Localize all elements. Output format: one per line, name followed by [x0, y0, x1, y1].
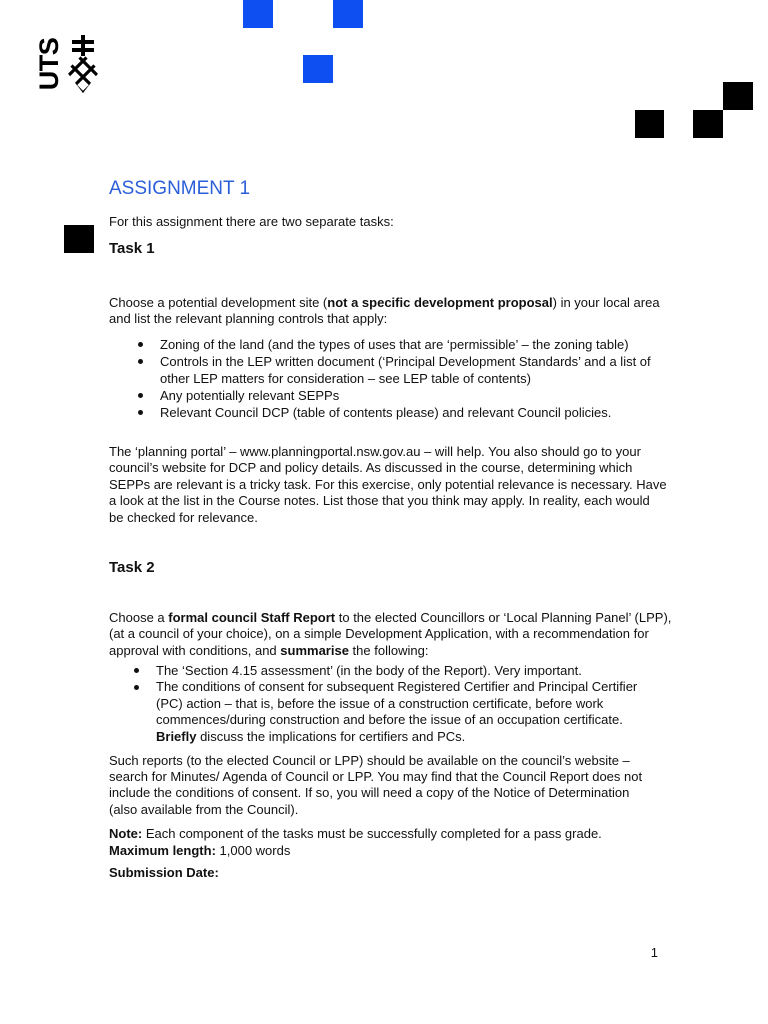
decorative-square-black — [635, 110, 664, 138]
text-run: Choose a — [109, 609, 169, 625]
text-line — [156, 712, 637, 729]
bullet-icon — [138, 393, 143, 398]
bold-text: Submission Date: — [109, 864, 219, 880]
crest-bar — [81, 35, 85, 56]
text-run: The ‘Section 4.15 assessment’ (in the body of the Report). Very important. — [156, 662, 582, 678]
bullet-item — [160, 387, 651, 404]
text-run: to the elected Councillors or ‘Local Planning Panel’ (LPP), — [335, 609, 672, 625]
text-line — [109, 865, 219, 882]
text-line — [109, 510, 667, 527]
text-run: search for Minutes/ Agenda of Council or LPP. You may find that the Council Report does not — [109, 769, 643, 785]
text-run: council’s website for DCP and policy details. As discussed in the course, determining which — [109, 460, 633, 476]
text-run: include the conditions of consent. If so, you will need a copy of the Notice of Determination — [109, 785, 630, 801]
text-run: other LEP matters for consideration – see LEP table of contents) — [160, 370, 531, 386]
document-title: ASSIGNMENT 1 — [109, 178, 251, 199]
text-run: The conditions of consent for subsequent Registered Certifier and Principal Certifier — [156, 679, 638, 695]
text-run: be checked for relevance. — [109, 509, 258, 525]
bullet-icon — [134, 668, 139, 673]
text-run: discuss the implications for certifiers and PCs. — [196, 728, 466, 744]
text-run: ) in your local area — [552, 294, 660, 310]
text-run: commences/during construction and before the issue of an occupation certificate. — [156, 712, 623, 728]
text-run: Any potentially relevant SEPPs — [160, 387, 340, 403]
text-line — [160, 336, 651, 353]
bullet-item — [160, 353, 651, 387]
text-line — [109, 311, 660, 328]
text-line — [109, 477, 667, 494]
task2-bullet-list — [156, 663, 637, 746]
task2-guidance — [109, 753, 642, 819]
requirements — [109, 825, 602, 859]
text-run: Relevant Council DCP (table of contents please) and relevant Council policies. — [160, 404, 612, 420]
text-line — [109, 460, 667, 477]
bold-text: Note: — [109, 825, 143, 841]
text-line — [109, 610, 671, 627]
bullet-item — [160, 404, 651, 421]
text-line — [156, 679, 637, 696]
bullet-icon — [134, 685, 139, 690]
text-line — [156, 663, 637, 680]
text-run: Such reports (to the elected Council or LPP) should be available on the council’s website – — [109, 752, 630, 768]
bold-text: Maximum length: — [109, 842, 216, 858]
bullet-icon — [138, 359, 143, 364]
text-run: a look at the list in the Course notes. List those that you think may apply. In reality, each would — [109, 493, 650, 509]
bullet-icon — [138, 342, 143, 347]
text-run: The ‘planning portal’ – www.planningportal.nsw.gov.au – will help. You also should go to your — [109, 443, 641, 459]
bold-text: formal council Staff Report — [168, 609, 336, 625]
submission-date — [109, 865, 219, 882]
task1-heading: Task 1 — [109, 240, 155, 257]
uts-crest-icon — [65, 35, 101, 93]
bold-text: summarise — [280, 642, 349, 658]
task1-bullet-list — [160, 336, 651, 421]
bullet-icon — [138, 410, 143, 415]
bullet-item — [156, 679, 637, 745]
text-run: Zoning of the land (and the types of uses that are ‘permissible’ – the zoning table) — [160, 336, 629, 352]
text-line — [160, 387, 651, 404]
task2-instructions — [109, 610, 671, 660]
text-run: Controls in the LEP written document (‘Principal Development Standards’ and a list of — [160, 353, 651, 369]
decorative-square-black — [723, 82, 753, 110]
text-run: approval with conditions, and — [109, 642, 281, 658]
text-line — [109, 769, 642, 785]
decorative-square-black — [693, 110, 723, 138]
task1-guidance — [109, 444, 667, 527]
bullet-item — [156, 663, 637, 680]
uts-logo-text: UTS — [34, 37, 64, 91]
crest-bar — [72, 48, 94, 52]
text-line — [109, 825, 602, 842]
text-line — [109, 643, 671, 660]
intro-text: For this assignment there are two separate tasks: — [109, 214, 394, 229]
task1-instructions — [109, 295, 660, 328]
bold-text: Briefly — [156, 728, 197, 744]
text-run: Each component of the tasks must be successfully completed for a pass grade. — [142, 825, 602, 841]
text-line — [109, 785, 642, 801]
text-run: (at a council of your choice), on a simple Development Application, with a recommendation for — [109, 626, 649, 642]
decorative-square-blue — [333, 0, 363, 28]
crest-bar — [72, 40, 94, 44]
bullet-item — [160, 336, 651, 353]
text-line — [156, 729, 637, 746]
text-run: Choose a potential development site ( — [109, 294, 328, 310]
text-run: SEPPs are relevant is a tricky task. For this exercise, only potential relevance is necessary. Have — [109, 476, 667, 492]
decorative-square-blue — [243, 0, 273, 28]
text-line — [160, 370, 651, 387]
text-line — [109, 802, 642, 818]
decorative-square-black — [64, 225, 94, 253]
bold-text: not a specific development proposal — [327, 294, 553, 310]
decorative-square-blue — [303, 55, 333, 83]
text-run: the following: — [348, 642, 429, 658]
page-number: 1 — [650, 944, 658, 960]
text-run: 1,000 words — [215, 842, 291, 858]
text-run: (also available from the Council). — [109, 801, 299, 817]
text-line — [109, 444, 667, 461]
text-line — [109, 493, 667, 510]
text-line — [156, 696, 637, 713]
text-run: and list the relevant planning controls that apply: — [109, 311, 388, 327]
text-line — [109, 295, 660, 312]
text-run: (PC) action – that is, before the issue of a construction certificate, before work — [156, 695, 604, 711]
text-line — [160, 353, 651, 370]
task2-heading: Task 2 — [109, 559, 155, 576]
text-line — [160, 404, 651, 421]
text-line — [109, 753, 642, 769]
text-line — [109, 626, 671, 643]
text-line — [109, 842, 602, 859]
